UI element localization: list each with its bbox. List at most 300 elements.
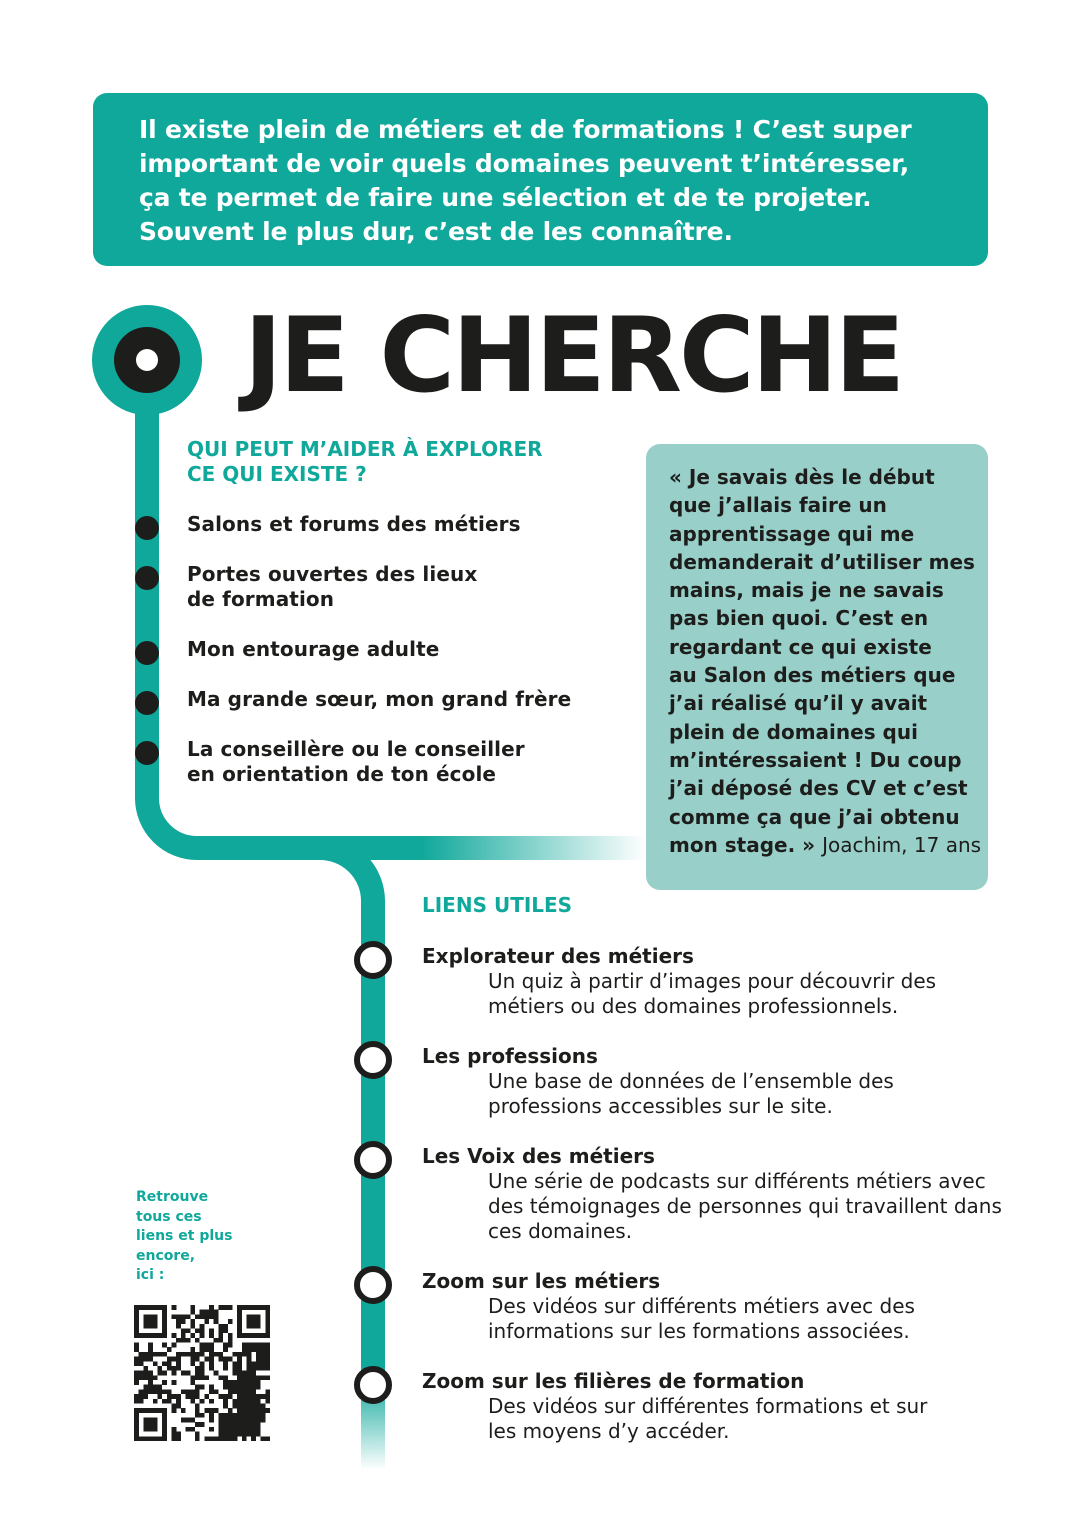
qr-module — [237, 1432, 242, 1437]
qr-module — [223, 1436, 228, 1441]
qr-module — [228, 1436, 233, 1441]
qr-module — [218, 1394, 223, 1399]
qr-module — [190, 1310, 195, 1315]
qr-module — [261, 1357, 266, 1362]
qr-module — [242, 1389, 247, 1394]
qr-module — [261, 1413, 266, 1418]
qr-module — [172, 1371, 177, 1376]
qr-module — [134, 1422, 139, 1427]
qr-module — [251, 1333, 256, 1338]
qr-module — [186, 1418, 191, 1423]
qr-code-icon[interactable] — [134, 1305, 270, 1441]
bullet-dot-icon — [135, 516, 159, 540]
testimony-box — [646, 444, 988, 890]
qr-module — [265, 1375, 270, 1380]
qr-module — [232, 1389, 237, 1394]
qr-module — [265, 1305, 270, 1310]
qr-module — [153, 1305, 158, 1310]
qr-module — [223, 1324, 228, 1329]
qr-module — [148, 1357, 153, 1362]
qr-module — [209, 1399, 214, 1404]
qr-module — [148, 1408, 153, 1413]
qr-module — [134, 1380, 139, 1385]
qr-module — [251, 1361, 256, 1366]
qr-module — [237, 1418, 242, 1423]
qr-module — [218, 1427, 223, 1432]
qr-module — [261, 1418, 266, 1423]
qr-module — [172, 1403, 177, 1408]
qr-module — [251, 1324, 256, 1329]
qr-module — [223, 1328, 228, 1333]
qr-module — [223, 1343, 228, 1348]
qr-module — [256, 1324, 261, 1329]
qr-module — [228, 1357, 233, 1362]
qr-module — [139, 1408, 144, 1413]
qr-module — [251, 1399, 256, 1404]
qr-module — [223, 1432, 228, 1437]
qr-module — [190, 1352, 195, 1357]
qr-module — [134, 1333, 139, 1338]
qr-module — [176, 1314, 181, 1319]
qr-module — [265, 1324, 270, 1329]
start-station-icon — [136, 349, 158, 371]
testimony-line: apprentissage qui me — [669, 521, 915, 546]
qr-module — [204, 1408, 209, 1413]
qr-module — [172, 1314, 177, 1319]
qr-module — [153, 1389, 158, 1394]
qr-module — [223, 1305, 228, 1310]
qr-module — [265, 1357, 270, 1362]
qr-module — [162, 1371, 167, 1376]
qr-module — [256, 1394, 261, 1399]
qr-module — [143, 1389, 148, 1394]
qr-module — [237, 1361, 242, 1366]
qr-module — [256, 1347, 261, 1352]
qr-module — [228, 1343, 233, 1348]
qr-caption-line: tous ces — [136, 1208, 202, 1225]
qr-module — [265, 1436, 270, 1441]
qr-module — [204, 1314, 209, 1319]
qr-module — [204, 1436, 209, 1441]
qr-module — [256, 1366, 261, 1371]
qr-module — [139, 1375, 144, 1380]
qr-module — [162, 1333, 167, 1338]
qr-caption — [136, 1188, 232, 1286]
qr-module — [186, 1371, 191, 1376]
qr-module — [172, 1408, 177, 1413]
qr-caption-line: ici : — [136, 1267, 165, 1283]
qr-module — [134, 1357, 139, 1362]
qr-module — [265, 1347, 270, 1352]
qr-module — [209, 1408, 214, 1413]
qr-module — [265, 1314, 270, 1319]
qr-module — [176, 1366, 181, 1371]
qr-module — [162, 1427, 167, 1432]
qr-module — [162, 1422, 167, 1427]
qr-module — [218, 1422, 223, 1427]
qr-module — [172, 1343, 177, 1348]
qr-module — [190, 1357, 195, 1362]
qr-module — [242, 1413, 247, 1418]
qr-module — [157, 1366, 162, 1371]
qr-module — [247, 1427, 252, 1432]
qr-module — [200, 1413, 205, 1418]
qr-module — [237, 1394, 242, 1399]
qr-module — [247, 1385, 252, 1390]
qr-module — [256, 1403, 261, 1408]
qr-module — [139, 1305, 144, 1310]
qr-module — [265, 1399, 270, 1404]
qr-module — [162, 1343, 167, 1348]
qr-module — [261, 1366, 266, 1371]
qr-module — [153, 1385, 158, 1390]
qr-module — [134, 1328, 139, 1333]
qr-module — [209, 1352, 214, 1357]
intro-line: important de voir quels domaines peuvent t’intéresser, — [139, 149, 910, 178]
qr-module — [237, 1314, 242, 1319]
qr-module — [261, 1394, 266, 1399]
qr-module — [242, 1352, 247, 1357]
qr-module — [143, 1352, 148, 1357]
qr-module — [200, 1347, 205, 1352]
qr-module — [195, 1328, 200, 1333]
list-item — [187, 737, 525, 787]
qr-module — [200, 1371, 205, 1376]
intro-line: Il existe plein de métiers et de formations ! C’est super — [139, 115, 912, 144]
qr-module — [190, 1324, 195, 1329]
qr-module — [242, 1347, 247, 1352]
qr-module — [247, 1366, 252, 1371]
qr-module — [204, 1310, 209, 1315]
qr-module — [181, 1389, 186, 1394]
qr-module — [195, 1432, 200, 1437]
testimony-line: que j’allais faire un — [669, 493, 887, 518]
qr-module — [204, 1319, 209, 1324]
link-title[interactable]: Les professions — [422, 1044, 598, 1068]
qr-module — [172, 1427, 177, 1432]
list-item — [187, 512, 521, 537]
qr-module — [251, 1385, 256, 1390]
qr-module — [214, 1389, 219, 1394]
qr-module — [143, 1305, 148, 1310]
bullet-dot-icon — [135, 691, 159, 715]
qr-module — [200, 1343, 205, 1348]
qr-module — [214, 1314, 219, 1319]
qr-module — [232, 1385, 237, 1390]
qr-module — [143, 1314, 148, 1319]
qr-module — [214, 1408, 219, 1413]
qr-module — [190, 1347, 195, 1352]
list-item-line: Salons et forums des métiers — [187, 512, 521, 536]
station-ring-icon — [357, 1044, 389, 1076]
testimony-line: demanderait d’utiliser mes — [669, 549, 975, 574]
qr-module — [162, 1418, 167, 1423]
qr-module — [157, 1352, 162, 1357]
qr-module — [214, 1371, 219, 1376]
qr-module — [247, 1361, 252, 1366]
qr-module — [223, 1385, 228, 1390]
qr-module — [134, 1371, 139, 1376]
qr-module — [134, 1436, 139, 1441]
qr-module — [143, 1418, 148, 1423]
list-item — [187, 637, 439, 662]
qr-module — [181, 1408, 186, 1413]
qr-module — [209, 1366, 214, 1371]
qr-module — [218, 1413, 223, 1418]
qr-module — [209, 1357, 214, 1362]
qr-module — [251, 1436, 256, 1441]
qr-module — [153, 1422, 158, 1427]
qr-module — [228, 1427, 233, 1432]
qr-module — [139, 1371, 144, 1376]
link-description-line: Des vidéos sur différentes formations et sur — [488, 1394, 928, 1418]
qr-module — [251, 1366, 256, 1371]
qr-module — [223, 1413, 228, 1418]
qr-module — [134, 1399, 139, 1404]
qr-module — [261, 1408, 266, 1413]
qr-module — [265, 1352, 270, 1357]
list-item-line: Ma grande sœur, mon grand frère — [187, 687, 572, 711]
qr-module — [148, 1314, 153, 1319]
qr-module — [256, 1408, 261, 1413]
qr-module — [134, 1347, 139, 1352]
link-description-line: professions accessibles sur le site. — [488, 1094, 833, 1118]
station-ring-icon — [357, 1269, 389, 1301]
qr-module — [214, 1310, 219, 1315]
qr-module — [256, 1314, 261, 1319]
qr-module — [195, 1314, 200, 1319]
qr-module — [148, 1371, 153, 1376]
qr-module — [148, 1343, 153, 1348]
qr-module — [190, 1380, 195, 1385]
qr-module — [176, 1436, 181, 1441]
qr-module — [242, 1418, 247, 1423]
qr-module — [139, 1394, 144, 1399]
qr-module — [134, 1343, 139, 1348]
qr-module — [242, 1343, 247, 1348]
qr-module — [223, 1399, 228, 1404]
qr-module — [195, 1375, 200, 1380]
testimony-last-line — [669, 831, 988, 859]
qr-module — [172, 1333, 177, 1338]
qr-module — [172, 1357, 177, 1362]
qr-module — [228, 1394, 233, 1399]
qr-module — [232, 1399, 237, 1404]
qr-module — [134, 1427, 139, 1432]
qr-module — [237, 1305, 242, 1310]
qr-module — [134, 1413, 139, 1418]
qr-module — [251, 1403, 256, 1408]
bullet-dot-icon — [135, 641, 159, 665]
qr-module — [200, 1375, 205, 1380]
qr-module — [200, 1422, 205, 1427]
qr-caption-line: Retrouve — [136, 1189, 209, 1205]
qr-module — [143, 1375, 148, 1380]
qr-module — [237, 1371, 242, 1376]
qr-module — [247, 1375, 252, 1380]
link-description-line: Une série de podcasts sur différents métiers avec — [488, 1169, 986, 1193]
qr-module — [242, 1427, 247, 1432]
qr-module — [256, 1361, 261, 1366]
qr-module — [265, 1328, 270, 1333]
qr-module — [148, 1385, 153, 1390]
qr-module — [153, 1427, 158, 1432]
qr-module — [242, 1333, 247, 1338]
link-description — [422, 1169, 1002, 1244]
qr-module — [261, 1347, 266, 1352]
qr-module — [190, 1394, 195, 1399]
qr-module — [232, 1432, 237, 1437]
qr-module — [143, 1333, 148, 1338]
list-item-line: en orientation de ton école — [187, 762, 497, 786]
qr-module — [190, 1361, 195, 1366]
qr-module — [181, 1319, 186, 1324]
qr-module — [209, 1328, 214, 1333]
qr-module — [256, 1333, 261, 1338]
link-item-explorateur — [422, 944, 936, 1019]
qr-module — [139, 1361, 144, 1366]
qr-module — [204, 1394, 209, 1399]
qr-module — [167, 1361, 172, 1366]
testimony-line: « Je savais dès le début — [669, 465, 935, 489]
qr-module — [261, 1375, 266, 1380]
qr-module — [247, 1380, 252, 1385]
qr-module — [181, 1338, 186, 1343]
link-title[interactable]: Zoom sur les filières de formation — [422, 1369, 805, 1393]
qr-module — [261, 1436, 266, 1441]
qr-module — [232, 1366, 237, 1371]
qr-module — [223, 1375, 228, 1380]
qr-module — [214, 1338, 219, 1343]
qr-module — [218, 1305, 223, 1310]
help-heading — [187, 437, 543, 487]
links-heading: LIENS UTILES — [422, 893, 573, 917]
qr-module — [232, 1403, 237, 1408]
qr-module — [195, 1408, 200, 1413]
qr-module — [157, 1408, 162, 1413]
qr-module — [242, 1408, 247, 1413]
qr-module — [228, 1305, 233, 1310]
link-description — [422, 969, 936, 1019]
qr-module — [148, 1380, 153, 1385]
qr-module — [251, 1347, 256, 1352]
qr-module — [251, 1422, 256, 1427]
qr-module — [190, 1375, 195, 1380]
qr-module — [153, 1319, 158, 1324]
qr-module — [167, 1357, 172, 1362]
qr-module — [232, 1422, 237, 1427]
qr-module — [237, 1357, 242, 1362]
qr-module — [265, 1389, 270, 1394]
qr-module — [139, 1357, 144, 1362]
qr-module — [242, 1385, 247, 1390]
qr-module — [172, 1436, 177, 1441]
qr-caption-line: encore, — [136, 1247, 196, 1264]
qr-module — [214, 1319, 219, 1324]
qr-module — [256, 1422, 261, 1427]
station-ring-icon — [357, 944, 389, 976]
qr-module — [237, 1385, 242, 1390]
qr-module — [148, 1389, 153, 1394]
qr-module — [223, 1394, 228, 1399]
qr-module — [256, 1399, 261, 1404]
qr-module — [176, 1403, 181, 1408]
qr-module — [153, 1333, 158, 1338]
intro-line: ça te permet de faire une sélection et de te projeter. — [139, 183, 872, 212]
list-item-line: Portes ouvertes des lieux — [187, 562, 478, 586]
qr-module — [209, 1347, 214, 1352]
qr-module — [209, 1310, 214, 1315]
bullet-dot-icon — [135, 741, 159, 765]
qr-module — [195, 1436, 200, 1441]
testimony-line: plein de domaines qui — [669, 719, 918, 744]
bullet-dot-icon — [135, 566, 159, 590]
link-description-line: Une base de données de l’ensemble des — [488, 1069, 894, 1093]
qr-module — [256, 1319, 261, 1324]
link-title[interactable]: Les Voix des métiers — [422, 1144, 655, 1168]
qr-module — [218, 1338, 223, 1343]
qr-module — [134, 1319, 139, 1324]
qr-module — [247, 1357, 252, 1362]
qr-module — [186, 1394, 191, 1399]
qr-caption-line: liens et plus — [136, 1228, 233, 1244]
qr-module — [247, 1418, 252, 1423]
qr-module — [176, 1352, 181, 1357]
qr-module — [195, 1357, 200, 1362]
qr-module — [186, 1328, 191, 1333]
qr-module — [176, 1319, 181, 1324]
link-title[interactable]: Explorateur des métiers — [422, 944, 694, 968]
qr-module — [265, 1319, 270, 1324]
qr-module — [256, 1432, 261, 1437]
qr-module — [223, 1380, 228, 1385]
qr-module — [181, 1418, 186, 1423]
qr-module — [200, 1314, 205, 1319]
qr-module — [214, 1352, 219, 1357]
qr-module — [167, 1394, 172, 1399]
qr-module — [265, 1343, 270, 1348]
qr-module — [195, 1338, 200, 1343]
qr-module — [186, 1427, 191, 1432]
qr-module — [247, 1333, 252, 1338]
qr-module — [237, 1422, 242, 1427]
qr-module — [265, 1310, 270, 1315]
qr-module — [265, 1394, 270, 1399]
qr-module — [186, 1338, 191, 1343]
qr-module — [251, 1418, 256, 1423]
qr-module — [143, 1324, 148, 1329]
qr-module — [176, 1324, 181, 1329]
qr-module — [162, 1352, 167, 1357]
qr-module — [162, 1389, 167, 1394]
qr-module — [176, 1338, 181, 1343]
qr-module — [218, 1418, 223, 1423]
qr-module — [265, 1366, 270, 1371]
link-title[interactable]: Zoom sur les métiers — [422, 1269, 661, 1293]
qr-module — [153, 1436, 158, 1441]
qr-module — [251, 1305, 256, 1310]
qr-module — [232, 1418, 237, 1423]
qr-module — [247, 1352, 252, 1357]
qr-module — [261, 1403, 266, 1408]
qr-module — [139, 1333, 144, 1338]
qr-module — [157, 1333, 162, 1338]
qr-module — [190, 1305, 195, 1310]
qr-module — [195, 1394, 200, 1399]
qr-module — [251, 1413, 256, 1418]
help-heading-line: QUI PEUT M’AIDER À EXPLORER — [187, 437, 543, 461]
qr-module — [232, 1361, 237, 1366]
